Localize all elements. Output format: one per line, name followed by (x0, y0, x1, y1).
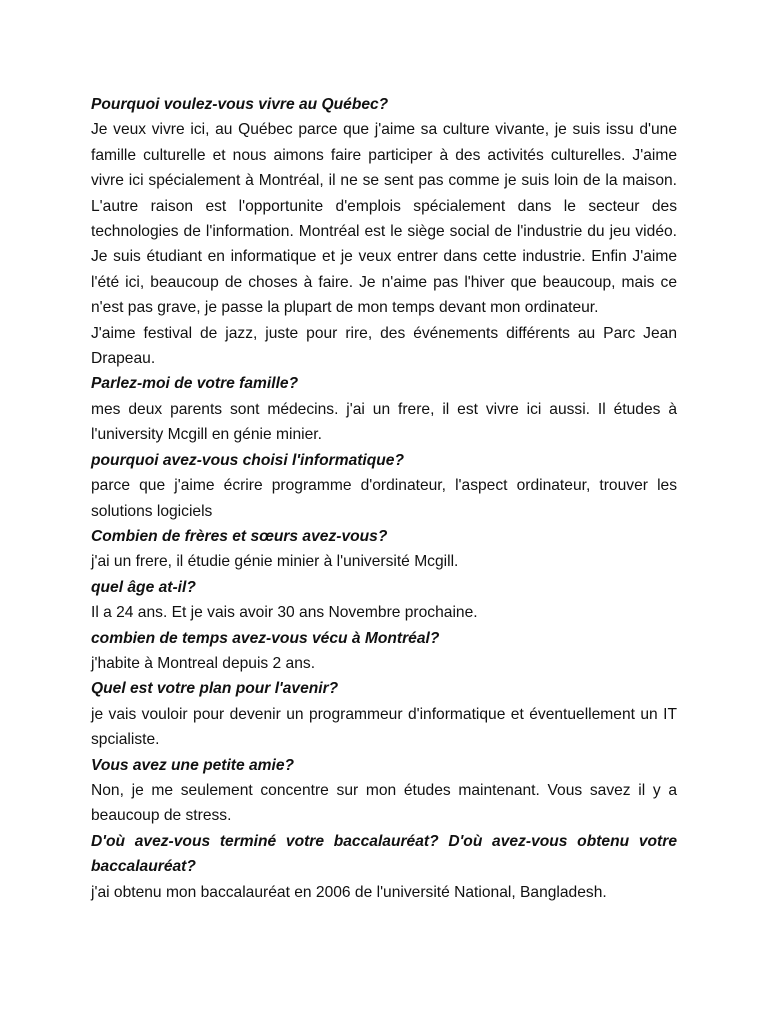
question-heading: Pourquoi voulez-vous vivre au Québec? (91, 96, 389, 113)
question-heading: Quel est votre plan pour l'avenir? (91, 680, 339, 698)
answer-paragraph: mes deux parents sont médecins. j'ai un frere, il est vivre ici aussi. Il études à l'university Mcgill en génie minier. (91, 400, 677, 444)
answer-paragraph: j'habite à Montreal depuis 2 ans. (91, 654, 316, 672)
question-heading: D'où avez-vous terminé votre baccalauréat? D'où avez-vous obtenu votre baccalauréat? (91, 832, 677, 876)
answer-paragraph: Non, je me seulement concentre sur mon études maintenant. Vous savez il y a beaucoup de stress. (91, 781, 677, 825)
question-heading: Parlez-moi de votre famille? (91, 375, 299, 393)
answer-paragraph: Je veux vivre ici, au Québec parce que j'aime sa culture vivante, je suis issu d'une famille culturelle et nous aimons faire participer à des activités culturelles. J'aime vivre ici spécialement à Montréal, il ne se sent pas comme je suis loin de la maison. L'autre raison est l'opportunite d'emplois spécialement dans le secteur des technologies de l'information. Montréal est le siège social de l'industrie du jeu vidéo. Je suis étudiant en informatique et je veux entrer dans cette industrie. Enfin J'aime l'été ici, beaucoup de choses à faire. Je n'aime pas l'hiver que beaucoup, mais ce n'est pas grave, je passe la plupart de mon temps devant mon ordinateur. (91, 121, 677, 317)
answer-paragraph: J'aime festival de jazz, juste pour rire, des événements différents au Parc Jean Drapeau. (91, 324, 677, 368)
question-heading: combien de temps avez-vous vécu à Montréal? (91, 629, 440, 647)
document-page (91, 92, 677, 905)
answer-paragraph: parce que j'aime écrire programme d'ordinateur, l'aspect ordinateur, trouver les solutions logiciels (91, 477, 677, 520)
answer-paragraph: je vais vouloir pour devenir un programmeur d'informatique et éventuellement un IT spcialiste. (91, 705, 677, 749)
question-heading: pourquoi avez-vous choisi l'informatique? (91, 451, 405, 469)
answer-paragraph: j'ai un frere, il étudie génie minier à l'université Mcgill. (91, 553, 459, 571)
question-heading: Combien de frères et sœurs avez-vous? (91, 527, 388, 545)
question-heading: quel âge at-il? (91, 578, 196, 596)
answer-paragraph: Il a 24 ans. Et je vais avoir 30 ans Novembre prochaine. (91, 604, 478, 622)
question-heading: Vous avez une petite amie? (91, 756, 295, 774)
answer-paragraph: j'ai obtenu mon baccalauréat en 2006 de l'université National, Bangladesh. (91, 883, 607, 901)
